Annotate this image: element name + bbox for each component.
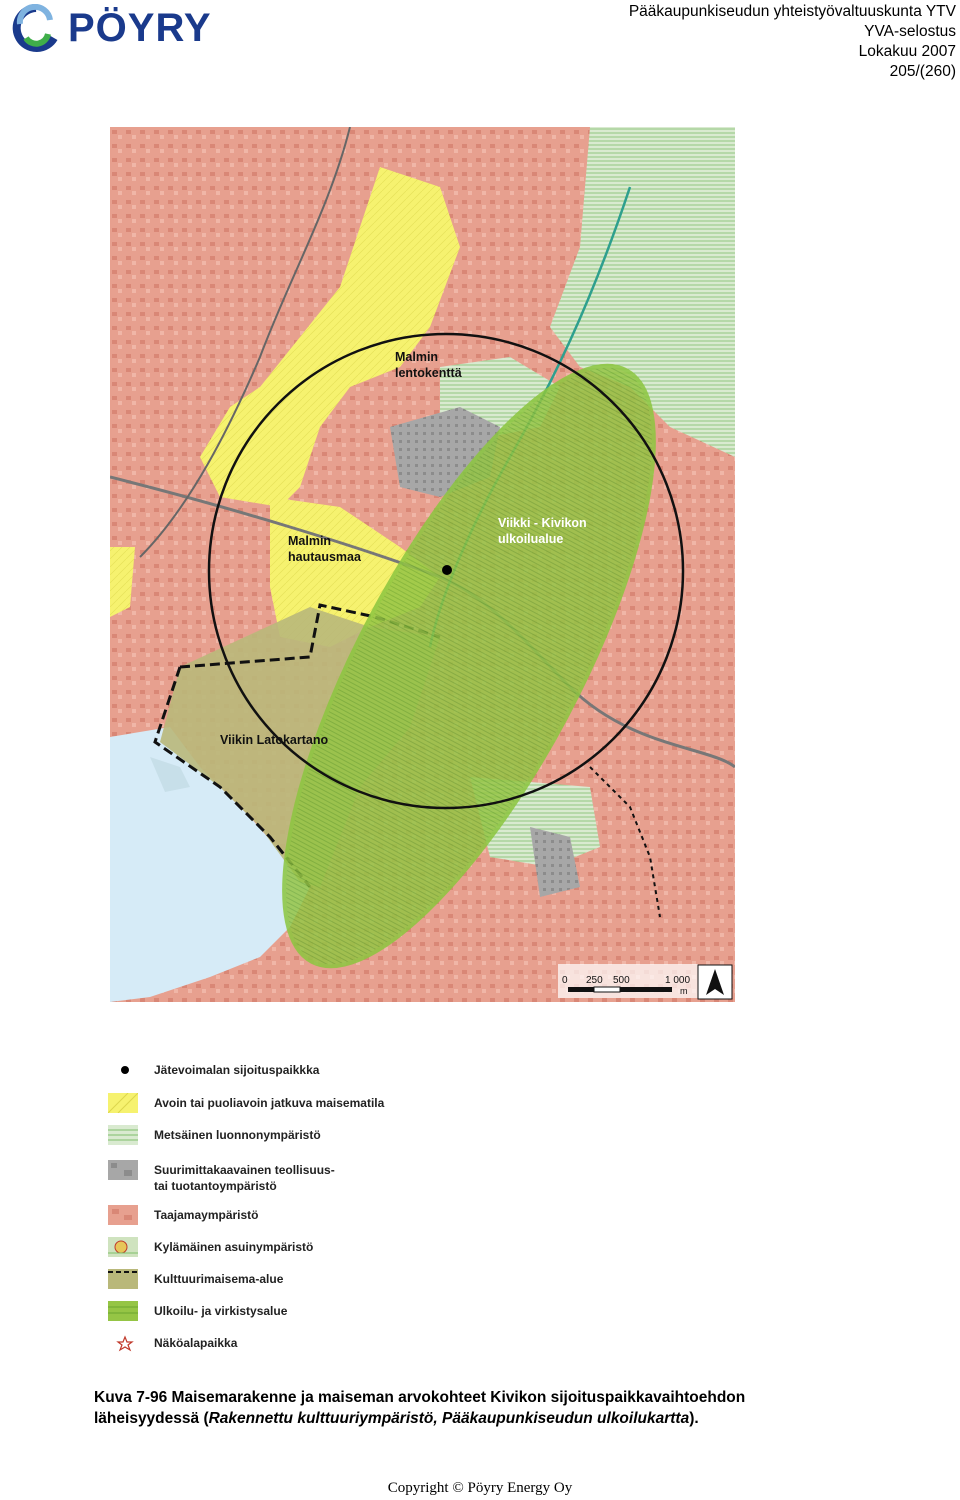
poyry-logo: [6, 4, 262, 52]
scale-tick-250: 250: [586, 975, 603, 986]
caption-source: Rakennettu kulttuuriympäristö, Pääkaupunkiseudun ulkoilukartta: [208, 1410, 690, 1427]
cemetery-label-line1: Malmin: [288, 534, 332, 548]
open-landscape-swatch: [108, 1093, 138, 1113]
cemetery-label-line2: hautausmaa: [288, 550, 361, 564]
caption-line1: Kuva 7-96 Maisemarakenne ja maiseman arvokohteet Kivikon sijoituspaikkavaihtoehdon: [94, 1389, 746, 1406]
legend-label: Jätevoimalan sijoituspaikkka: [154, 1063, 320, 1077]
scale-tick-1000: 1 000: [665, 975, 691, 986]
poyry-logo-icon: [6, 4, 66, 52]
caption-line2-plain: läheisyydessä (: [94, 1410, 209, 1427]
industry-swatch: [108, 1160, 138, 1180]
legend-item-village: [108, 1235, 528, 1261]
legend-item-urban: [108, 1203, 528, 1229]
legend-item-industry: [108, 1158, 528, 1194]
legend-label: Ulkoilu- ja virkistysalue: [154, 1304, 288, 1318]
scale-unit: m: [680, 986, 688, 996]
scale-tick-0: 0: [562, 975, 568, 986]
caption-line2-end: ).: [689, 1410, 699, 1427]
legend-item-recreation: [108, 1299, 528, 1325]
recreation-label-line1: Viikki - Kivikon: [498, 516, 587, 530]
legend-label: Kulttuurimaisema-alue: [154, 1272, 284, 1286]
scale-bar: [558, 964, 698, 998]
legend-label: Suurimittakaavainen teollisuus- tai tuotantoympäristö: [154, 1163, 335, 1193]
recreation-label-line2: ulkoilualue: [498, 532, 564, 546]
airport-label-line1: Malmin: [395, 350, 439, 364]
brand-name: PÖYRY: [68, 6, 212, 50]
airport-label-line2: lentokenttä: [395, 366, 462, 380]
black-dot-icon: [108, 1060, 138, 1080]
legend-item-site: [108, 1058, 528, 1084]
caption-line2: [94, 1408, 914, 1429]
power-plant-site-marker: [442, 565, 452, 575]
urban-swatch: [108, 1205, 138, 1225]
latokartano-label: Viikin Latokartano: [220, 733, 329, 747]
star-icon: [108, 1333, 138, 1353]
legend-label: Näköalapaikka: [154, 1336, 238, 1350]
legend-label: Avoin tai puoliavoin jatkuva maisematila: [154, 1096, 385, 1110]
village-swatch: [108, 1237, 138, 1257]
figure-caption: [94, 1387, 914, 1429]
recreation-swatch: [108, 1301, 138, 1321]
copyright-footer: Copyright © Pöyry Energy Oy: [387, 1480, 573, 1496]
map-legend: [108, 1058, 528, 1358]
north-arrow-icon: [698, 965, 732, 999]
document-date: Lokakuu 2007: [858, 43, 956, 60]
legend-item-viewpoint: [108, 1331, 528, 1357]
legend-item-forest: [108, 1123, 528, 1149]
legend-item-cultural: [108, 1267, 528, 1293]
legend-label: Metsäinen luonnonympäristö: [154, 1128, 321, 1142]
legend-item-open-landscape: [108, 1091, 528, 1117]
legend-label: Taajamaympäristö: [154, 1208, 259, 1222]
scale-tick-500: 500: [613, 975, 630, 986]
cultural-swatch: [108, 1269, 138, 1289]
organization-name: Pääkaupunkiseudun yhteistyövaltuuskunta YTV: [628, 3, 956, 20]
document-header: [629, 2, 956, 82]
legend-label: Kylämäinen asuinympäristö: [154, 1240, 314, 1254]
landscape-map: [110, 127, 735, 1002]
page-number: 205/(260): [889, 63, 956, 80]
forest-swatch: [108, 1125, 138, 1145]
document-type: YVA-selostus: [864, 23, 956, 40]
